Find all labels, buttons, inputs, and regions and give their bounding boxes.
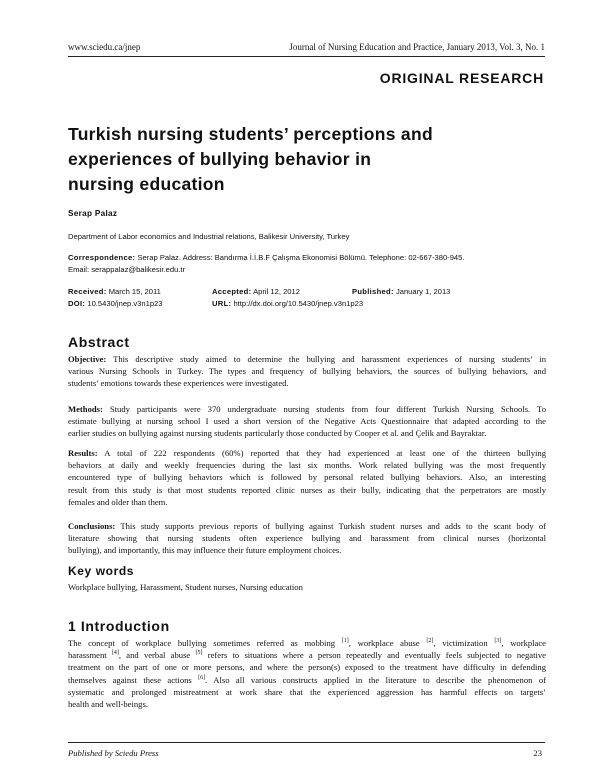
keywords: Workplace bullying, Harassment, Student nurses, Nursing education bbox=[68, 582, 303, 592]
citation[interactable]: [2] bbox=[426, 638, 434, 645]
citation[interactable]: [4] bbox=[111, 650, 119, 657]
doi[interactable]: DOI: 10.5430/jnep.v3n1p23 bbox=[68, 299, 163, 308]
keywords-heading: Key words bbox=[68, 564, 135, 578]
citation[interactable]: [6] bbox=[198, 674, 206, 681]
footer-divider bbox=[68, 742, 545, 743]
page-number: 23 bbox=[533, 748, 542, 758]
abstract-objective: Objective: This descriptive study aimed to determine the bullying and harassment experiences of nursing students’ in various Nursing Schools in Turkey. The types and frequency of bullying behaviors, the sources of bullying behaviors, and students’ emotions towards these experiences were investigated. bbox=[68, 354, 546, 389]
correspondence bbox=[68, 252, 546, 276]
correspondence-label: Correspondence: bbox=[68, 253, 136, 262]
title-line: experiences of bullying behavior in bbox=[68, 149, 372, 169]
citation[interactable]: [5] bbox=[195, 650, 203, 657]
abstract-heading: Abstract bbox=[68, 334, 130, 350]
citation[interactable]: [1] bbox=[341, 638, 349, 645]
accepted-date: Accepted: April 12, 2012 bbox=[212, 287, 300, 296]
journal-citation: Journal of Nursing Education and Practice, January 2013, Vol. 3, No. 1 bbox=[289, 42, 545, 52]
email-link[interactable]: serappalaz@balikesir.edu.tr bbox=[89, 265, 186, 274]
introduction-paragraph: The concept of workplace bullying sometimes referred as mobbing [1], workplace abuse [2], victimization [3], workplace harassment [4], and verbal abuse [5] refers to situations where a person repeatedly and eventually feels subjected to negative treatment on the part of one or more persons, and where the person(s) exposed to the treatment have difficulty in defending themselves against these actions [6]. Also all various constructs applied in the literature to describe the phenomenon of systematic and prolonged mistreatment at work share that the experienced aggression has harmful effects on targets’ health and well-beings. bbox=[68, 638, 546, 710]
journal-url[interactable]: www.sciedu.ca/jnep bbox=[68, 42, 141, 52]
author-name: Serap Palaz bbox=[68, 209, 118, 218]
title-line: Turkish nursing students’ perceptions and bbox=[68, 124, 433, 144]
section-label: ORIGINAL RESEARCH bbox=[379, 70, 544, 86]
citation[interactable]: [3] bbox=[494, 638, 502, 645]
header-divider bbox=[68, 56, 545, 57]
article-title bbox=[68, 122, 468, 197]
abstract-results: Results: A total of 222 respondents (60%) reported that they had experienced at least one of the thirteen bullying behaviors at daily and weekly frequencies during the last six months. Work related bullying was the most frequently encountered type of bullying behaviors which is followed by personal related bullying behaviors. Also, an interesting result from this study is that most students reported clinic nurses as their bully, indicating that the perpetrators are mostly females and older than them. bbox=[68, 448, 546, 507]
email-label: Email: bbox=[68, 265, 90, 274]
publisher: Published by Sciedu Press bbox=[68, 748, 159, 758]
abstract-methods: Methods: Study participants were 370 undergraduate nursing students from four different Turkish Nursing Schools. To estimate bullying at nursing school I used a short version of the Negative Acts Questionnaire that adapted according to the earlier studies on bullying against nursing students particularly those conducted by Cooper et al. and Çelik and Bayraktar. bbox=[68, 404, 546, 439]
article-url[interactable]: URL: http://dx.doi.org/10.5430/jnep.v3n1p23 bbox=[212, 299, 364, 308]
affiliation: Department of Labor economics and Industrial relations, Balikesir University, Turkey bbox=[68, 232, 350, 241]
abstract-conclusions: Conclusions: This study supports previous reports of bullying against Turkish student nurses and adds to the scant body of literature showing that nursing students often experience bullying and harassment from clinical nurses (horizontal bullying), and importantly, this may influence their future employment choices. bbox=[68, 521, 546, 556]
introduction-heading: 1 Introduction bbox=[68, 618, 170, 634]
received-date: Received: March 15, 2011 bbox=[68, 287, 161, 296]
correspondence-text: Serap Palaz. Address: Bandırma İ.İ.B.F Çalışma Ekonomisi Bölümü. Telephone: 02-667-380-945. bbox=[135, 253, 465, 262]
title-line: nursing education bbox=[68, 174, 225, 194]
published-date: Published: January 1, 2013 bbox=[352, 287, 451, 296]
